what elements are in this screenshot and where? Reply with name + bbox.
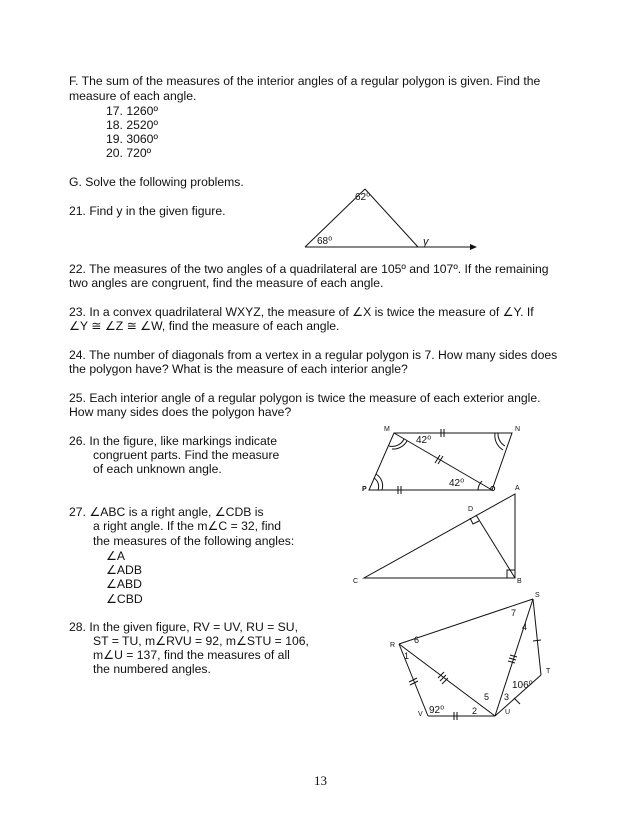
figure-26-label-n: N <box>515 426 521 433</box>
section-f-line1: F. The sum of the measures of the interior angles of a regular polygon is given. Find the <box>69 74 541 88</box>
figure-28-number-5: 5 <box>484 692 490 702</box>
figure-28-number-2: 2 <box>472 706 478 716</box>
figure-26-label-o: O <box>490 486 496 493</box>
problem-22-line2: two angles are congruent, find the measure of each angle. <box>69 276 384 290</box>
figure-28-number-6: 6 <box>414 635 420 645</box>
figure-28-angle-106: 106⁰ <box>512 680 533 691</box>
list-item-17: 17. 1260º <box>106 104 158 118</box>
problem-25-line1: 25. Each interior angle of a regular polygon is twice the measure of each exterior angle. <box>69 391 541 405</box>
problem-28-line4: the numbered angles. <box>93 662 211 676</box>
problem-27-angle-adb: ∠ADB <box>106 563 142 577</box>
problem-28-line2: ST = TU, m∠RVU = 92, m∠STU = 106, <box>93 634 309 648</box>
problem-27-angle-abd: ∠ABD <box>106 577 142 591</box>
figure-26-label-m: M <box>384 426 390 433</box>
figure-26-angle-top: 42⁰ <box>416 435 432 446</box>
figure-28-label-u: U <box>505 709 511 716</box>
page-number: 13 <box>314 773 327 788</box>
problem-25-line2: How many sides does the polygon have? <box>69 405 292 419</box>
problem-24-line2: the polygon have? What is the measure of each interior angle? <box>69 362 408 376</box>
figure-27-label-c: C <box>353 578 359 585</box>
figure-26-label-p: P <box>362 486 367 493</box>
figure-28-label-s: S <box>535 592 540 599</box>
problem-26-line1: 26. In the figure, like markings indicate <box>69 434 277 448</box>
problem-22-line1: 22. The measures of the two angles of a quadrilateral are 105º and 107º. If the remaining <box>69 262 549 276</box>
figure-27-label-b: B <box>517 578 522 585</box>
figure-28-label-r: R <box>390 642 396 649</box>
figure-28-number-3: 3 <box>504 692 510 702</box>
figure-21-left-angle: 68⁰ <box>317 236 333 247</box>
figure-27-label-d: D <box>468 506 474 513</box>
figure-26-angle-bottom: 42⁰ <box>449 478 465 489</box>
problem-21-text: 21. Find y in the given figure. <box>69 204 226 218</box>
figure-28-angle-92: 92⁰ <box>429 705 445 716</box>
problem-23-line1: 23. In a convex quadrilateral WXYZ, the measure of ∠X is twice the measure of ∠Y. If <box>69 305 534 319</box>
problem-27-line3: the measures of the following angles: <box>93 534 295 548</box>
problem-28-line3: m∠U = 137, find the measures of all <box>93 648 290 662</box>
problem-28-line1: 28. In the given figure, RV = UV, RU = SU, <box>69 620 298 634</box>
list-item-18: 18. 2520º <box>106 118 158 132</box>
figure-27-label-a: A <box>515 485 520 492</box>
problem-23-line2: ∠Y ≅ ∠Z ≅ ∠W, find the measure of each angle. <box>69 319 340 333</box>
figure-28-number-4: 4 <box>522 622 528 632</box>
figure-28-label-t: T <box>546 668 551 675</box>
problem-24-line1: 24. The number of diagonals from a vertex in a regular polygon is 7. How many sides does <box>69 348 558 362</box>
list-item-19: 19. 3060º <box>106 132 158 146</box>
section-g-heading: G. Solve the following problems. <box>69 175 244 189</box>
problem-26-line2: congruent parts. Find the measure <box>93 448 280 462</box>
figure-28-label-v: V <box>418 711 423 718</box>
problem-27-line2: a right angle. If the m∠C = 32, find <box>93 519 282 533</box>
problem-27-angle-cbd: ∠CBD <box>106 592 143 606</box>
figure-28-number-1: 1 <box>404 651 410 661</box>
list-item-20: 20. 720º <box>106 146 152 160</box>
figure-28-number-7: 7 <box>511 608 517 618</box>
problem-27-line1: 27. ∠ABC is a right angle, ∠CDB is <box>69 505 264 519</box>
problem-26-line3: of each unknown angle. <box>93 462 222 476</box>
problem-27-angle-a: ∠A <box>106 549 126 563</box>
figure-21-y-label: y <box>423 236 429 248</box>
figure-21-top-angle: 62⁰ <box>355 192 371 203</box>
section-f-line2: measure of each angle. <box>69 89 197 103</box>
